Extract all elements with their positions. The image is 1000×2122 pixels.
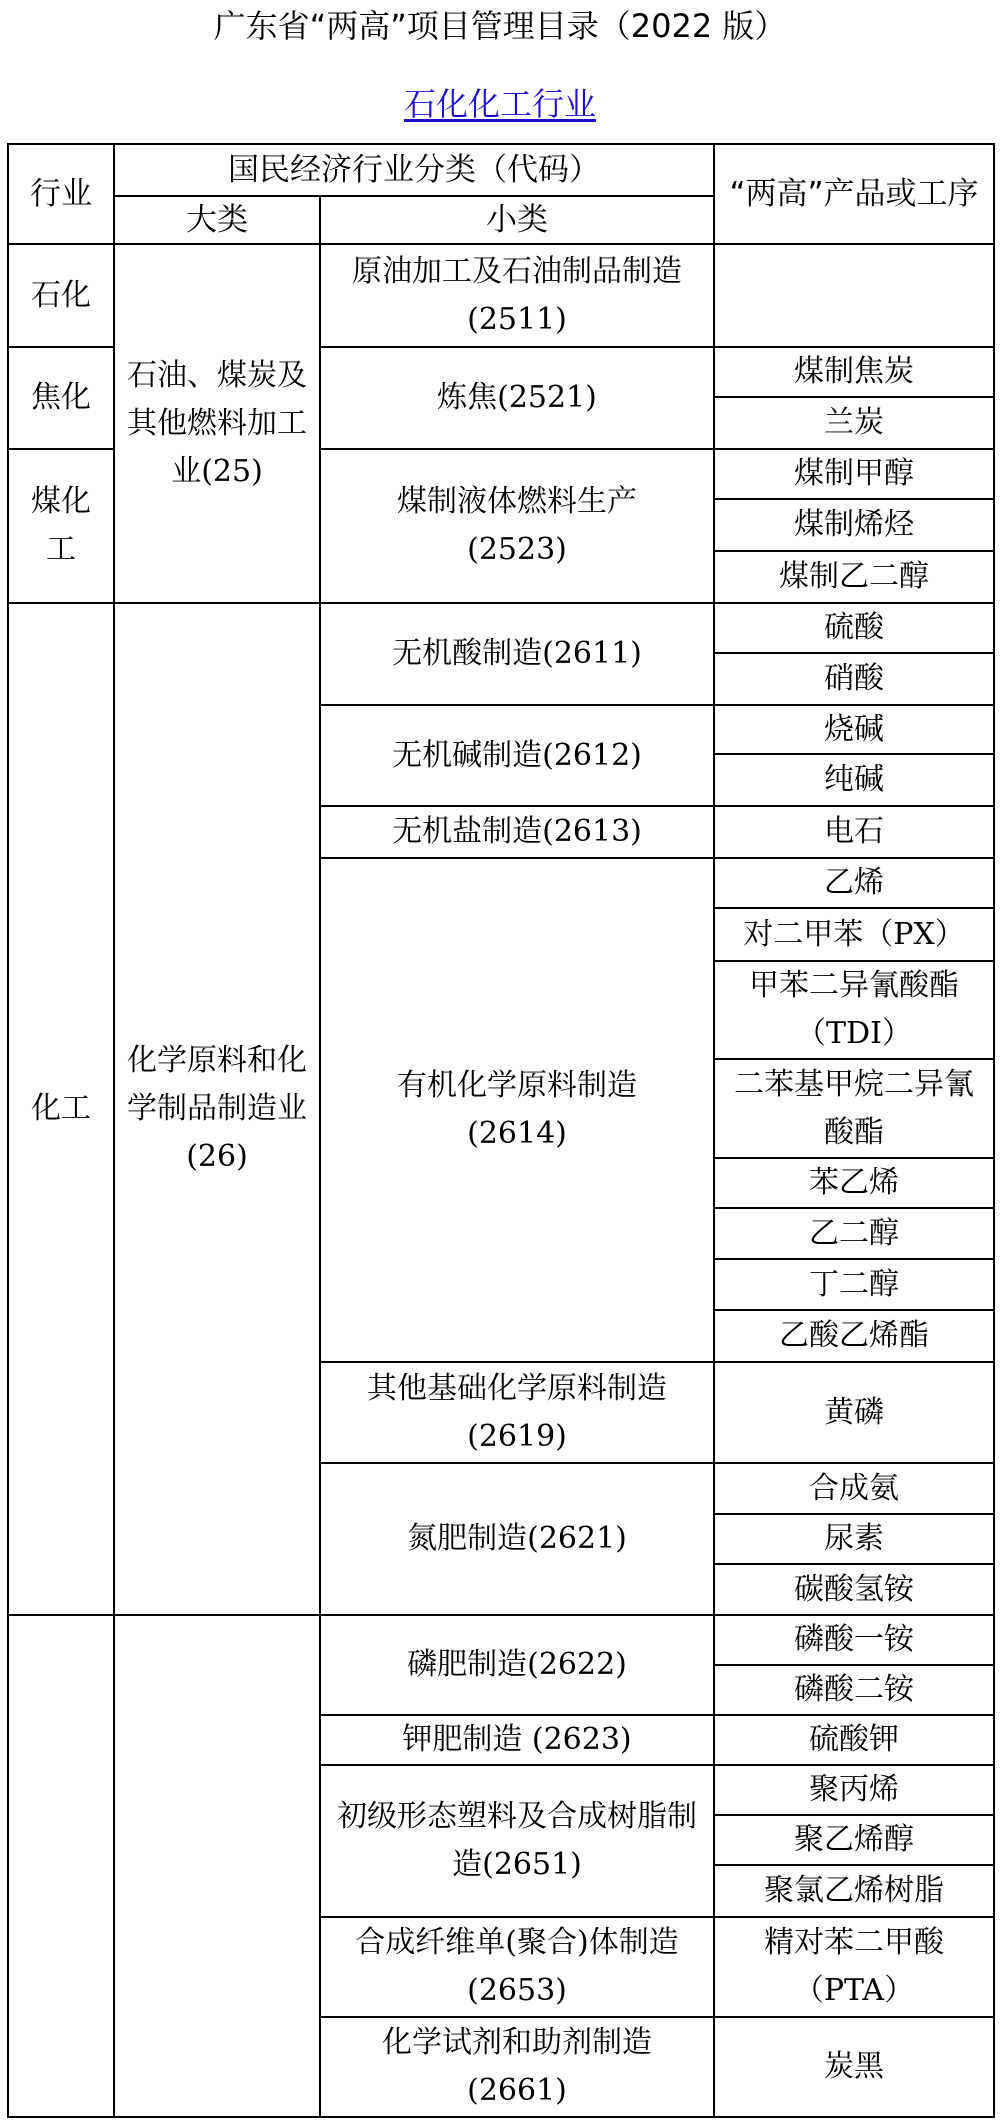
header-major: 大类 — [113, 195, 321, 245]
product-item: 煤制甲醇 — [713, 448, 995, 500]
product-item: 二苯基甲烷二异氰酸酯 — [713, 1058, 995, 1159]
industry-chemical-cont — [7, 1614, 115, 2118]
product-item: 尿素 — [713, 1513, 995, 1565]
industry-coking: 焦化 — [7, 346, 115, 450]
minor-category-2621: 氮肥制造(2621) — [319, 1462, 715, 1616]
minor-category-2611: 无机酸制造(2611) — [319, 602, 715, 706]
major-category-25: 石油、煤炭及其他燃料加工业(25) — [113, 243, 321, 604]
major-category-26: 化学原料和化学制品制造业(26) — [113, 602, 321, 1616]
section-link[interactable]: 石化化工行业 — [403, 85, 596, 123]
product-item: 硝酸 — [713, 652, 995, 706]
industry-petrochem: 石化 — [7, 243, 115, 348]
product-item: 纯碱 — [713, 753, 995, 807]
header-classification: 国民经济行业分类（代码） — [113, 143, 715, 197]
product-item: 乙酸乙烯酯 — [713, 1309, 995, 1363]
product-item: 黄磷 — [713, 1361, 995, 1464]
industry-chemical: 化工 — [7, 602, 115, 1616]
product-item: 电石 — [713, 805, 995, 859]
header-industry: 行业 — [7, 143, 115, 245]
product-item: 兰炭 — [713, 396, 995, 450]
minor-category-2612: 无机碱制造(2612) — [319, 704, 715, 807]
product-item: 烧碱 — [713, 704, 995, 755]
minor-category-2523: 煤制液体燃料生产(2523) — [319, 448, 715, 604]
minor-category-2653: 合成纤维单(聚合)体制造(2653) — [319, 1916, 715, 2018]
product-item: 煤制乙二醇 — [713, 550, 995, 604]
product-item: 煤制烯烃 — [713, 498, 995, 552]
product-item: 磷酸二铵 — [713, 1664, 995, 1716]
header-products: “两高”产品或工序 — [713, 143, 995, 245]
product-item: 聚氯乙烯树脂 — [713, 1864, 995, 1918]
minor-category-2619: 其他基础化学原料制造(2619) — [319, 1361, 715, 1464]
product-item: 苯乙烯 — [713, 1157, 995, 1209]
product-item: 硫酸钾 — [713, 1714, 995, 1766]
product-item: 碳酸氢铵 — [713, 1563, 995, 1616]
product-item: 乙烯 — [713, 857, 995, 909]
product-item: 对二甲苯（PX） — [713, 907, 995, 962]
product-item: 煤制焦炭 — [713, 346, 995, 398]
product-item: 精对苯二甲酸（PTA） — [713, 1916, 995, 2018]
product-item: 合成氨 — [713, 1462, 995, 1515]
product-empty — [713, 243, 995, 348]
product-item: 聚丙烯 — [713, 1764, 995, 1816]
minor-category-2511: 原油加工及石油制品制造(2511) — [319, 243, 715, 348]
minor-category-2651: 初级形态塑料及合成树脂制造(2651) — [319, 1764, 715, 1918]
product-item: 乙二醇 — [713, 1207, 995, 1260]
document-title: 广东省“两高”项目管理目录（2022 版） — [213, 7, 787, 45]
header-minor: 小类 — [319, 195, 715, 245]
product-item: 炭黑 — [713, 2016, 995, 2118]
minor-category-2623: 钾肥制造 (2623) — [319, 1714, 715, 1766]
minor-category-2622: 磷肥制造(2622) — [319, 1614, 715, 1716]
minor-category-2521: 炼焦(2521) — [319, 346, 715, 450]
minor-category-2614: 有机化学原料制造(2614) — [319, 857, 715, 1363]
product-item: 丁二醇 — [713, 1258, 995, 1311]
minor-category-2661: 化学试剂和助剂制造(2661) — [319, 2016, 715, 2118]
product-item: 聚乙烯醇 — [713, 1814, 995, 1866]
industry-coal-chem: 煤化工 — [7, 448, 115, 604]
product-item: 甲苯二异氰酸酯（TDI） — [713, 960, 995, 1060]
major-category-26-cont — [113, 1614, 321, 2118]
minor-category-2613: 无机盐制造(2613) — [319, 805, 715, 859]
product-item: 磷酸一铵 — [713, 1614, 995, 1666]
product-item: 硫酸 — [713, 602, 995, 654]
